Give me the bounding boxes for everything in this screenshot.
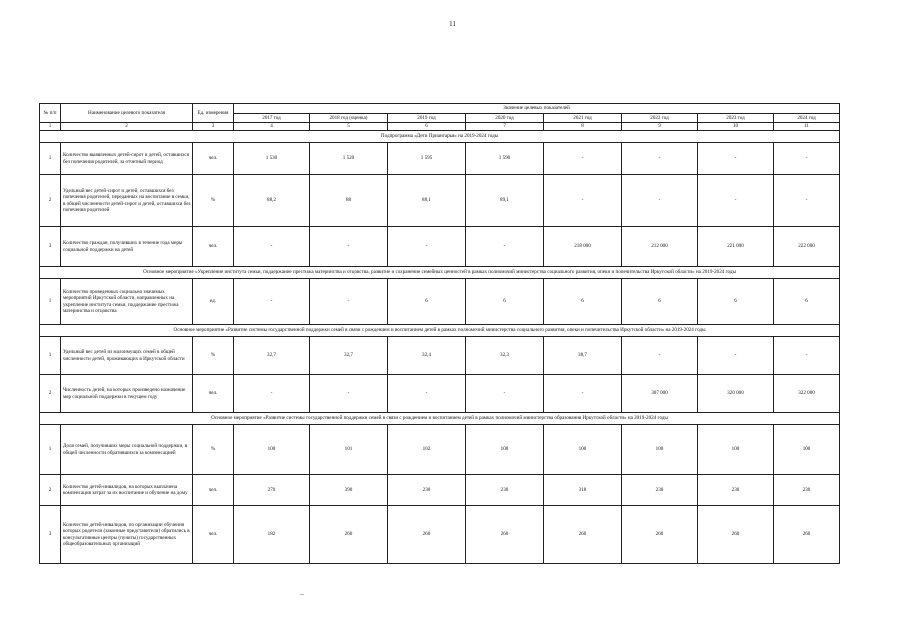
indicator-unit: %: [193, 425, 234, 475]
indicator-value: 100: [544, 425, 622, 475]
indicator-name: Удельный вес детей-сирот и детей, оставшихся без попечения родителей, переданных на воспитание в семьи, в общей численности детей-сирот и детей, оставшихся без попечения родителей: [61, 175, 193, 227]
indicator-value: 260: [466, 506, 544, 564]
table-row: [40, 227, 840, 267]
indicator-value: 88,2: [234, 175, 310, 227]
indicator-value: -: [622, 337, 698, 375]
indicator-name: Численность детей, на которых произведено назначение мер социальной поддержки в текущем году: [61, 375, 193, 413]
header-row-1: [40, 104, 840, 114]
indicator-value: -: [388, 227, 466, 267]
header-year: 2018 год (оценка): [310, 114, 388, 123]
indicator-value: 260: [310, 506, 388, 564]
header-name: Наименование целевого показателя: [61, 104, 193, 123]
row-number: 3: [40, 227, 61, 267]
indicator-name: Количество проведенных социально значимых мероприятий Иркутской области, направленных на укрепление института семьи, поддержание престижа материнства и отцовства: [61, 279, 193, 325]
section-title: Основное мероприятие «Развитие системы государственной поддержки семей в связи с рождением и воспитанием детей в рамках полномочий министерства образования Иркутской области» на 2019-2024 годы: [40, 413, 840, 425]
indicator-value: 260: [388, 506, 466, 564]
indicator-value: 89,1: [466, 175, 544, 227]
header-year: 2021 год: [544, 114, 622, 123]
indicator-unit: %: [193, 337, 234, 375]
table-row: [40, 425, 840, 475]
indicator-value: 6: [544, 279, 622, 325]
row-number: 1: [40, 337, 61, 375]
indicator-value: 102: [388, 425, 466, 475]
indicator-value: 212 000: [622, 227, 698, 267]
header-year: 2024 год: [774, 114, 840, 123]
indicator-name: Количество детей-инвалидов, на которых выплачена компенсация затрат за их воспитание и обучение на дому: [61, 475, 193, 506]
column-number: 8: [544, 123, 622, 131]
indicator-unit: ед.: [193, 279, 234, 325]
indicator-value: 100: [622, 425, 698, 475]
indicator-value: -: [774, 337, 840, 375]
indicator-name: Количество детей-инвалидов, по организации обучения которых родители (законные представители) обратились в консультативные центры (пункты) государственных общеобразовательных организаций: [61, 506, 193, 564]
indicator-value: 6: [774, 279, 840, 325]
column-number: 2: [61, 123, 193, 131]
row-number: 1: [40, 143, 61, 175]
indicator-value: -: [698, 143, 774, 175]
indicator-value: 32,3: [466, 337, 544, 375]
column-number: 3: [193, 123, 234, 131]
indicator-value: 1 520: [310, 143, 388, 175]
row-number: 1: [40, 279, 61, 325]
indicator-name: Количество выявленных детей-сирот и детей, оставшихся без попечения родителей, за отчетный период: [61, 143, 193, 175]
column-number: 6: [388, 123, 466, 131]
indicator-value: -: [622, 175, 698, 227]
indicator-value: 230: [466, 475, 544, 506]
table-row: [40, 143, 840, 175]
indicator-value: 182: [234, 506, 310, 564]
indicator-unit: %: [193, 175, 234, 227]
row-number: 2: [40, 475, 61, 506]
header-unit: Ед. измерения: [193, 104, 234, 123]
indicator-value: 32,4: [388, 337, 466, 375]
indicator-value: -: [310, 227, 388, 267]
indicator-value: 260: [698, 506, 774, 564]
indicator-value: 218 000: [544, 227, 622, 267]
indicator-value: 230: [622, 475, 698, 506]
table-row: [40, 506, 840, 564]
column-number-row: [40, 123, 840, 131]
indicator-value: 230: [388, 475, 466, 506]
indicator-value: -: [466, 227, 544, 267]
indicator-value: 88: [310, 175, 388, 227]
indicator-value: -: [698, 337, 774, 375]
section-title: Основное мероприятие «Развитие системы государственной поддержки семей в связи с рождением и воспитанием детей в рамках полномочий министерства социального развития, опеки и попечительства Иркутской области» на 2019-2024 годы: [40, 325, 840, 337]
section-title: Подпрограмма «Дети Приангарья» на 2019-2024 годы: [40, 131, 840, 143]
indicator-value: 100: [698, 425, 774, 475]
column-number: 1: [40, 123, 61, 131]
indicator-unit: чел.: [193, 375, 234, 413]
indicator-value: 100: [234, 425, 310, 475]
row-number: 2: [40, 175, 61, 227]
indicator-value: 6: [388, 279, 466, 325]
scan-mark: [300, 594, 304, 595]
table-row: [40, 175, 840, 227]
indicator-unit: чел.: [193, 227, 234, 267]
column-number: 10: [698, 123, 774, 131]
indicator-value: 101: [310, 425, 388, 475]
indicator-value: 88,1: [388, 175, 466, 227]
indicator-value: 270: [234, 475, 310, 506]
section-title-row: [40, 131, 840, 143]
row-number: 1: [40, 425, 61, 475]
indicator-name: Доля семей, получивших меры социальной поддержки, в общей численности обратившихся за компенсацией: [61, 425, 193, 475]
section-title-row: [40, 267, 840, 279]
indicator-value: 100: [466, 425, 544, 475]
indicator-unit: чел.: [193, 475, 234, 506]
indicator-value: -: [544, 143, 622, 175]
indicator-unit: чел.: [193, 506, 234, 564]
indicator-name: Количество граждан, получивших в течение года меры социальной поддержки на детей: [61, 227, 193, 267]
header-year: 2023 год: [698, 114, 774, 123]
indicator-value: 32,7: [234, 337, 310, 375]
header-year: 2017 год: [234, 114, 310, 123]
indicator-value: 320 000: [698, 375, 774, 413]
header-num: № п/п: [40, 104, 61, 123]
indicator-value: 390: [310, 475, 388, 506]
indicator-name: Удельный вес детей из малоимущих семей в общей численности детей, проживающих в Иркутской области: [61, 337, 193, 375]
indicator-value: 230: [698, 475, 774, 506]
row-number: 2: [40, 375, 61, 413]
indicator-value: 1 530: [234, 143, 310, 175]
section-title: Основное мероприятие «Укрепление института семьи, поддержание престижа материнства и отцовства, развитие и сохранение семейных ценностей в рамках полномочий министерства социального развития, опеки и попечительства Иркутской области» на 2019-2024 годы: [40, 267, 840, 279]
indicator-value: 221 000: [698, 227, 774, 267]
row-number: 3: [40, 506, 61, 564]
column-number: 11: [774, 123, 840, 131]
indicator-value: 100: [774, 425, 840, 475]
table-row: [40, 337, 840, 375]
page-number: 11: [449, 20, 456, 28]
indicator-value: 38,7: [544, 337, 622, 375]
header-year: 2022 год: [622, 114, 698, 123]
indicator-value: -: [544, 175, 622, 227]
column-number: 7: [466, 123, 544, 131]
indicator-value: -: [544, 375, 622, 413]
section-title-row: [40, 325, 840, 337]
table-row: [40, 375, 840, 413]
indicator-value: 318: [544, 475, 622, 506]
indicator-value: -: [310, 279, 388, 325]
section-title-row: [40, 413, 840, 425]
indicator-value: 6: [466, 279, 544, 325]
indicator-value: 322 000: [774, 375, 840, 413]
indicator-value: 1 590: [466, 143, 544, 175]
indicator-value: 260: [622, 506, 698, 564]
indicator-value: 6: [622, 279, 698, 325]
indicator-value: -: [698, 175, 774, 227]
indicator-value: -: [388, 375, 466, 413]
indicator-value: 1 595: [388, 143, 466, 175]
indicator-value: 32,7: [310, 337, 388, 375]
table-row: [40, 475, 840, 506]
indicator-value: -: [622, 143, 698, 175]
indicator-value: -: [234, 375, 310, 413]
indicator-value: 260: [774, 506, 840, 564]
indicator-value: -: [774, 175, 840, 227]
header-year: 2019 год: [388, 114, 466, 123]
header-year: 2020 год: [466, 114, 544, 123]
indicator-value: -: [466, 375, 544, 413]
column-number: 4: [234, 123, 310, 131]
indicator-value: -: [774, 143, 840, 175]
indicator-value: -: [234, 227, 310, 267]
target-indicators-table: [39, 103, 840, 564]
indicator-value: 222 000: [774, 227, 840, 267]
indicator-value: -: [310, 375, 388, 413]
table-row: [40, 279, 840, 325]
column-number: 9: [622, 123, 698, 131]
indicator-value: 260: [544, 506, 622, 564]
indicator-value: 230: [774, 475, 840, 506]
indicator-unit: чел.: [193, 143, 234, 175]
indicator-value: 6: [698, 279, 774, 325]
indicator-value: -: [234, 279, 310, 325]
column-number: 5: [310, 123, 388, 131]
indicator-value: 307 000: [622, 375, 698, 413]
header-values-group: Значение целевых показателей: [234, 104, 840, 114]
